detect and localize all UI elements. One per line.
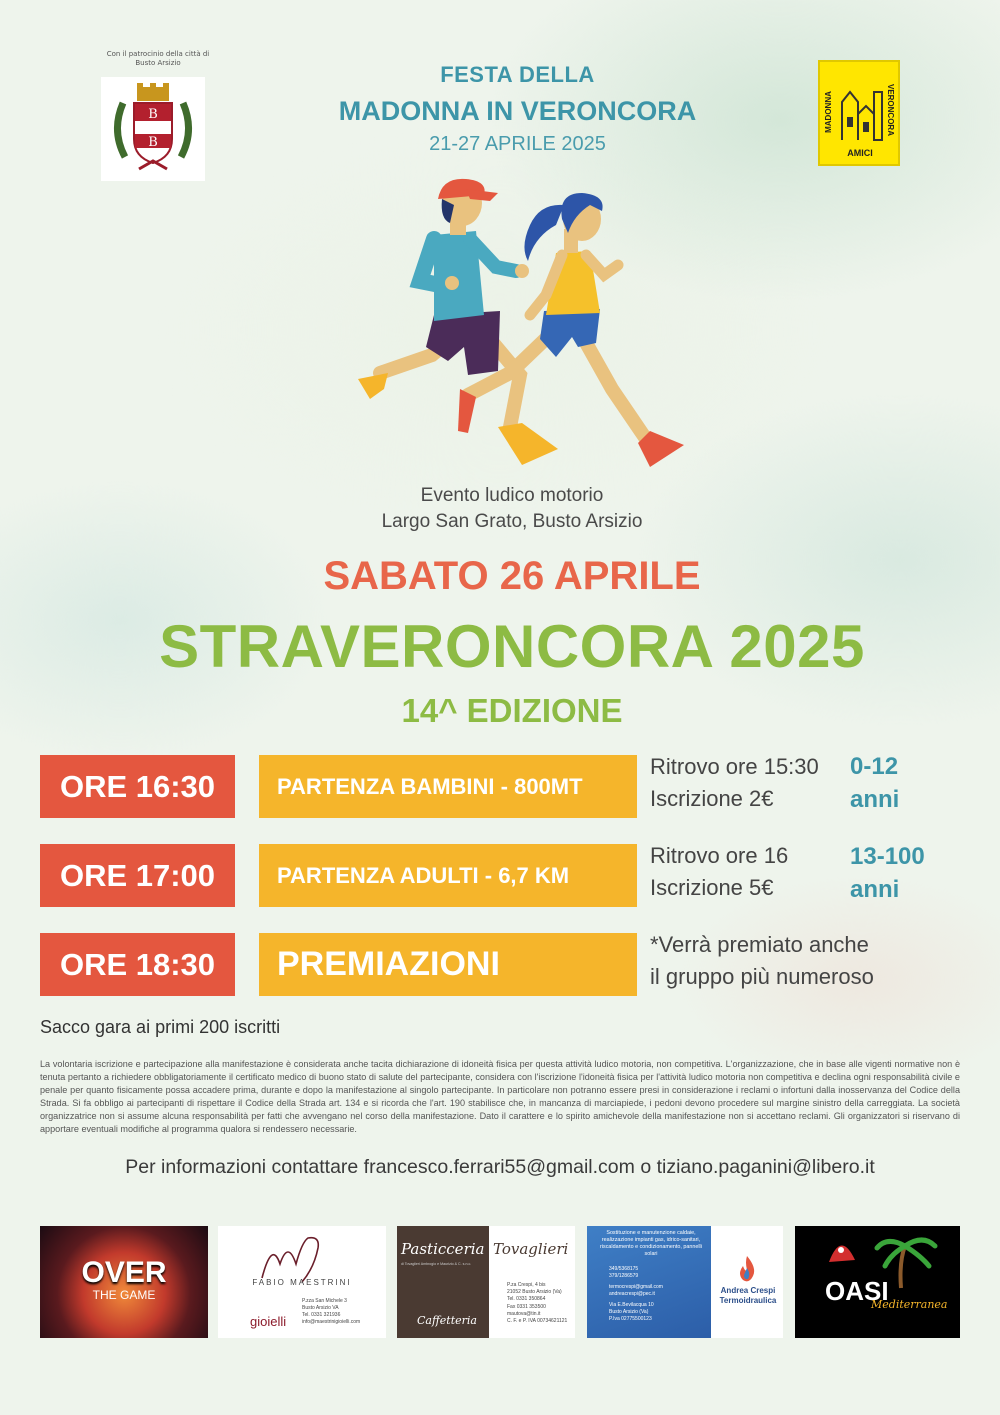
crespi-phone2: 379/1286579 [609,1273,639,1279]
schedule-info-line: Ritrovo ore 16 [650,843,789,868]
festa-heading: FESTA DELLA [440,62,595,87]
maestrini-tag: gioielli [250,1314,287,1329]
amici-right-text: VERONCORA [886,83,895,137]
schedule-info-line: Iscrizione 5€ [650,875,774,900]
pasticceria-address [507,1282,567,1325]
event-location: Largo San Grato, Busto Arsizio [381,511,643,532]
maestrini-tel: Tel. 0331 321936 [302,1312,341,1318]
oasi-logo-subtext: Mediterranea [871,1298,948,1311]
schedule-label: PREMIAZIONI [259,933,637,996]
schedule-info-line: *Verrà premiato anche [650,932,869,957]
schedule-info [650,751,850,815]
crespi-mail2: andreacrespi@pec.it [609,1291,655,1297]
maestrini-name: FABIO MAESTRINI [252,1278,352,1287]
crest-icon [107,79,199,179]
event-type: Evento ludico motorio [420,485,604,506]
crespi-mail1: termocrespi@gmail.com [609,1284,663,1290]
schedule-info-line: Ritrovo ore 15:30 [650,754,819,779]
schedule-info-line: Iscrizione 2€ [650,786,774,811]
pasticceria-piva: C. F. e P. IVA 00734621121 [507,1318,568,1325]
sponsor-pasticceria-tovaglieri [397,1226,575,1338]
crest-letter-top: B [148,107,158,122]
pasticceria-addr1: P.za Crespi, 4 bis [507,1282,546,1288]
sponsor-maestrini [218,1226,386,1338]
pasticceria-addr2: 21052 Busto Arsizio (Va) [507,1289,562,1296]
maestrini-addr2: Busto Arsizio VA [302,1305,339,1311]
schedule-label: PARTENZA ADULTI - 6,7 KM [259,844,637,907]
city-crest-logo [101,77,205,181]
tovaglieri-name: Tovaglieri [493,1240,569,1258]
maestrini-mail: info@maestrinigioielli.com [302,1319,361,1325]
pasticceria-fax: Fax 0331 353500 [507,1303,546,1310]
schedule-label: PARTENZA BAMBINI - 800MT [259,755,637,818]
crespi-addr1: Via E.Bevilacqua 10 [609,1302,654,1308]
pasticceria-tag: Caffetteria [417,1314,477,1327]
legal-disclaimer: La volontaria iscrizione e partecipazione alla manifestazione è considerata anche tacita dichiarazione di idoneità fisica per questa attività ludico motoria, non competitiva. L'organizzazione, che in base alle vigenti normative non è tenuta pertanto a richiedere obbligatoriamente il certificato medico di buono stato di salute del partecipante, considera con l'iscrizione l'idoneità fisica per l'attività ludico motoria non competitiva e declina ogni responsabilità civile e penale per quanto fisicamente possa accadere prima, durante e dopo la manifestazione al singolo partecipante. In particolare non potranno essere presi in considerazione i reclami o infortuni dalla inosservanza del Codice della Strada. Si fa obbligo ai partecipanti di rispettare il Codice della Strada art. 134 e si ricorda che l'art. 190 stabilisce che, in mancanza di marciapiede, i pedoni devono procedere sul margine sinistro della carreggiata. La società organizzatrice non si assume alcuna responsabilità per fatti che avvengano nel corso della manifestazione. Dato il carattere e lo spirito amichevole della manifestazione non si accettano reclami. Gli organizzatori si riservano di apportare eventuali modifiche al programma qualora si rendessero necessarie. [40,1059,960,1134]
madonna-heading: MADONNA IN VERONCORA [338,96,697,126]
crespi-description: Sostituzione e manutenzione caldaie, realizzazione impianti gas, idrico-sanitari, riscaldamento e condizionamento, pannelli solari [600,1230,702,1257]
crespi-addr2: Busto Arsizio (Va) [609,1309,649,1315]
sponsor-andrea-crespi [587,1226,783,1338]
schedule-info [650,840,850,904]
pasticceria-mail: mautova@tin.it [507,1310,541,1317]
amici-bottom-text: AMICI [847,148,873,158]
crespi-phone1: 349/5368175 [609,1266,639,1272]
amici-left-text: MADONNA [824,91,833,133]
pasticceria-name: Pasticceria [401,1240,485,1258]
age-unit: anni [850,786,900,813]
schedule-info [650,929,950,993]
event-title: STRAVERONCORA 2025 [159,613,865,680]
schedule-time: ORE 16:30 [40,755,235,818]
schedule-age [850,750,960,816]
crespi-name [713,1286,783,1306]
church-icon [820,62,898,164]
sponsor-oasi-mediterranea [795,1226,960,1338]
age-unit: anni [850,876,900,903]
event-day: SABATO 26 APRILE [323,554,701,598]
schedule-info-line: il gruppo più numeroso [650,964,874,989]
maestrini-addr1: P.zza San Michele 3 [302,1298,347,1304]
maestrini-monogram-icon [258,1234,338,1284]
age-range: 13-100 [850,843,925,870]
schedule-time: ORE 18:30 [40,933,235,996]
crespi-contacts [609,1266,663,1323]
oasi-logo-text: OASI [825,1276,889,1306]
sponsor-over-the-game [40,1226,208,1338]
over-logo-text: OVER [81,1256,167,1289]
amici-veroncora-logo [818,60,900,166]
pasticceria-tel: Tel. 0331 350864 [507,1296,546,1303]
schedule-time: ORE 17:00 [40,844,235,907]
event-info [0,483,1000,535]
maestrini-address [302,1298,360,1326]
crespi-name1: Andrea Crespi [720,1286,776,1295]
patronage-text: Con il patrocinio della città di Busto Arsizio [106,50,210,67]
schedule-age [850,840,960,906]
male-runner [358,179,558,465]
sacco-gara-note: Sacco gara ai primi 200 iscritti [40,1017,281,1037]
over-logo-subtext: THE GAME [92,1288,156,1302]
crespi-name2: Termoidraulica [719,1296,777,1305]
flame-icon [735,1254,759,1284]
pasticceria-subtitle: di Tovaglieri Ambrogio e Maurizio & C. s.n.c. [401,1262,472,1266]
event-edition: 14^ EDIZIONE [401,692,623,729]
festival-dates: 21-27 APRILE 2025 [429,133,606,155]
age-range: 0-12 [850,753,899,780]
crest-letter-bottom: B [148,135,158,150]
contact-info: Per informazioni contattare francesco.ferrari55@gmail.com o tiziano.paganini@libero.it [125,1156,875,1178]
crespi-piva: P.Iva 02775500123 [609,1316,652,1322]
runners-illustration [350,175,690,475]
